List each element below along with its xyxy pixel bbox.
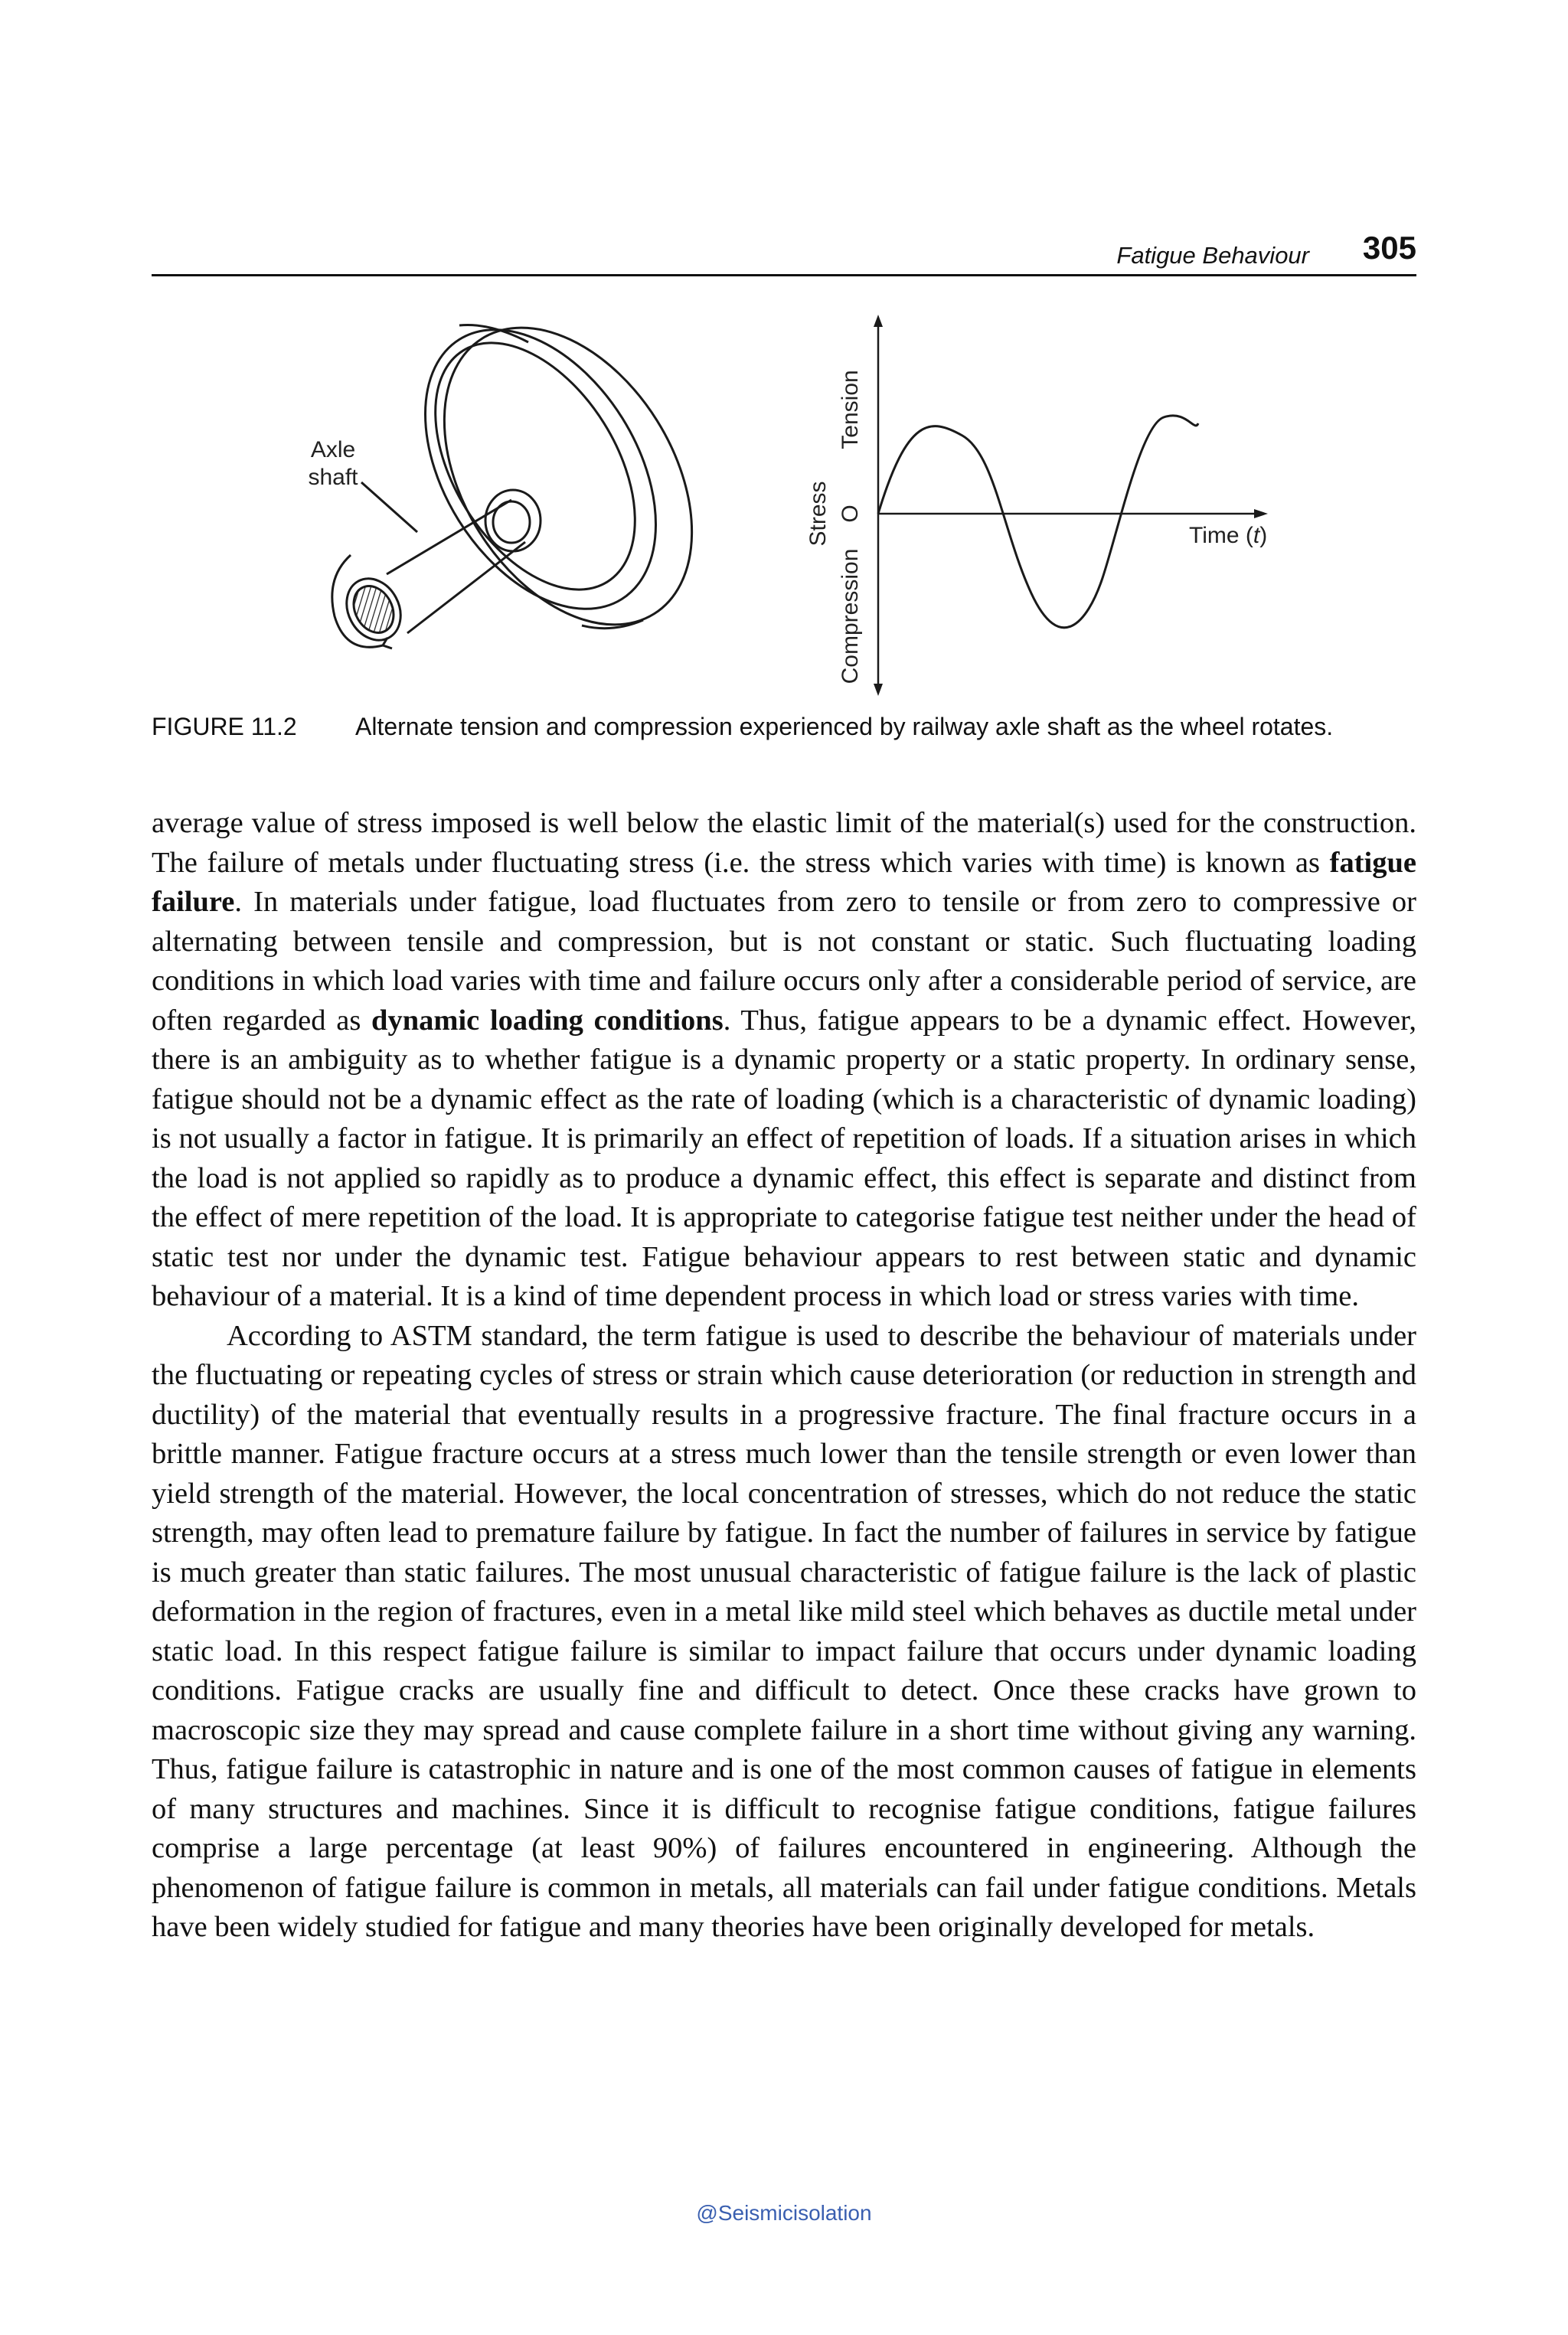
time-axis-label: Time (t) xyxy=(1189,523,1268,548)
shaft-label: shaft xyxy=(308,465,358,490)
y-axis-arrow-bottom xyxy=(874,684,883,696)
watermark: @Seismicisolation xyxy=(696,2201,872,2225)
page-header xyxy=(152,230,1416,276)
wheel-rim-front xyxy=(377,302,704,650)
caption-text: Alternate tension and compression experienced by railway axle shaft as the wheel rotates. xyxy=(355,713,1334,740)
axle-label: Axle xyxy=(310,437,356,462)
x-axis-arrow xyxy=(1254,509,1268,518)
tension-label: Tension xyxy=(838,370,863,449)
term-fatigue-failure: fatigue failure xyxy=(152,846,1416,918)
figure-11-2 xyxy=(0,302,1568,716)
label-leader xyxy=(361,482,417,532)
paragraph-2: According to ASTM standard, the term fatigue is used to describe the behaviour of materials under the fluctuating or repeating cycles of stress or strain which cause deterioration (or reduction in strength and ductility) of the material that eventually results in a progressive fracture. The final fracture occurs in a brittle manner. Fatigue fracture occurs at a stress much lower than the tensile strength or even lower than yield strength of the material. However, the local concentration of stresses, which do not reduce the static strength, may often lead to premature failure by fatigue. In fact the number of failures in service by fatigue is much greater than static failures. The most unusual characteristic of fatigue failure is the lack of plastic deformation in the region of fractures, even in a metal like mild steel which behaves as ductile metal under static load. In this respect fatigue failure is similar to impact failure that occurs under dynamic loading conditions. Fatigue cracks are usually fine and difficult to detect. Once these cracks have grown to macroscopic size they may spread and cause complete failure in a short time without giving any warning. Thus, fatigue failure is catastrophic in nature and is one of the most common causes of fatigue in elements of many structures and machines. Since it is difficult to recognise fatigue conditions, fatigue failures comprise a large percentage (at least 90%) of failures encountered in engineering. Although the phenomenon of fatigue failure is common in metals, all materials can fail under fatigue conditions. Metals have been widely studied for fatigue and many theories have been originally developed for metals. xyxy=(152,1319,1416,1943)
term-dynamic-loading: dynamic loading conditions xyxy=(371,1004,724,1037)
stress-time-graph xyxy=(874,315,1268,696)
figure-label: FIGURE 11.2 xyxy=(152,713,297,740)
stress-wave xyxy=(878,416,1198,628)
origin-label: O xyxy=(838,505,863,523)
y-axis-arrow-top xyxy=(874,315,883,327)
wheel-rim-inner xyxy=(394,308,676,625)
axle-bottom-edge xyxy=(407,542,525,633)
stress-label: Stress xyxy=(805,481,831,547)
wheel-illustration xyxy=(332,302,743,669)
paragraph-1: average value of stress imposed is well below the elastic limit of the material(s) used for the construction. The failure of metals under fluctuating stress (i.e. the stress which varies with time) is known as fatigue failure. In materials under fatigue, load fluctuates from zero to tensile or from zero to compressive or alternating between tensile and compression, but is not constant or static. Such fluctuating loading conditions in which load varies with time and failure occurs only after a considerable period of service, are often regarded as dynamic loading conditions. Thus, fatigue appears to be a dynamic effect. However, there is an ambiguity as to whether fatigue is a dynamic property or a static property. In ordinary sense, fatigue should not be a dynamic effect as the rate of loading (which is a characteristic of dynamic loading) is not usually a factor in fatigue. It is primarily an effect of repetition of loads. If a situation arises in which the load is not applied so rapidly as to produce a dynamic effect, this effect is separate and distinct from the effect of mere repetition of the load. It is appropriate to categorise fatigue test neither under the head of static test nor under the dynamic test. Fatigue behaviour appears to rest between static and dynamic behaviour of a material. It is a kind of time dependent process in which load or stress varies with time. xyxy=(152,807,1416,1312)
body-text xyxy=(152,804,1416,1948)
page-number: 305 xyxy=(1362,230,1416,266)
figure-drawing xyxy=(0,302,1568,716)
compression-label: Compression xyxy=(838,548,863,684)
running-head: Fatigue Behaviour xyxy=(1116,242,1309,269)
